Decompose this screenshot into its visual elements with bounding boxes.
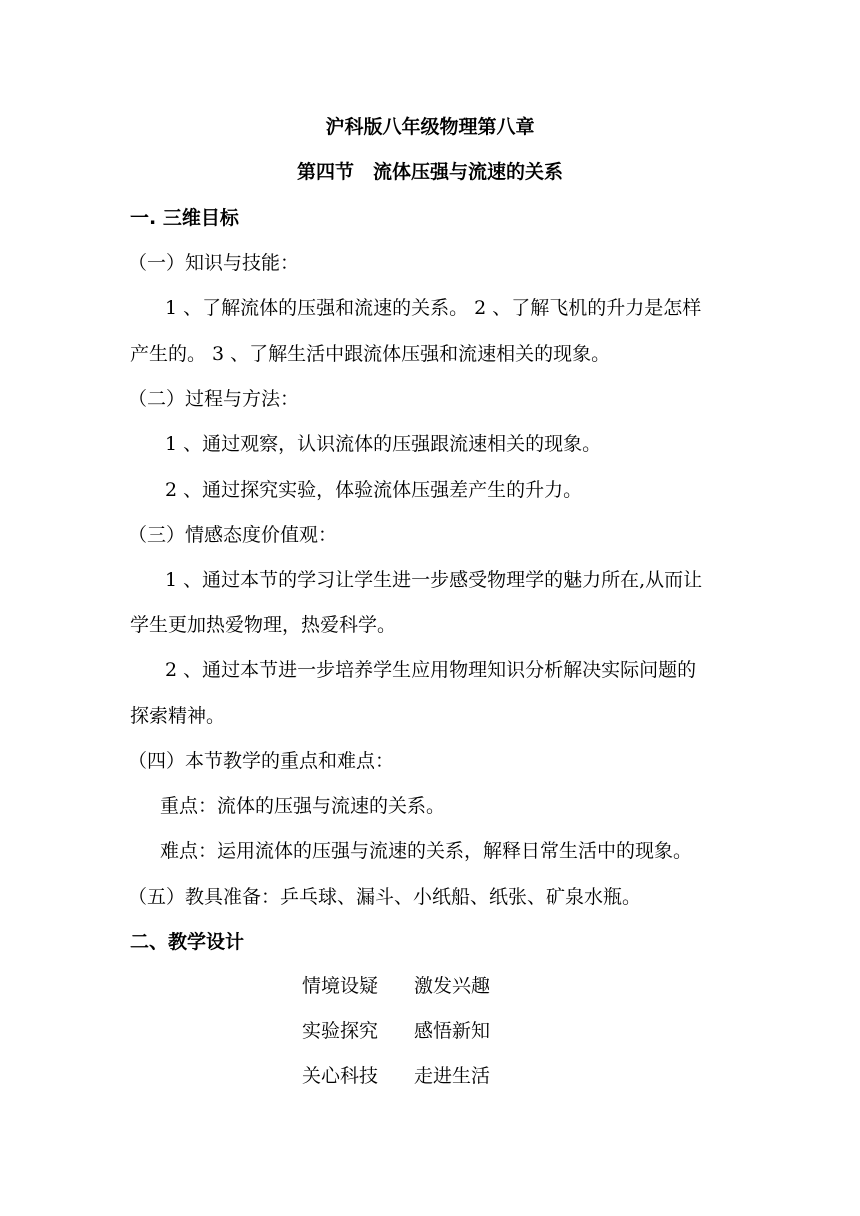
chapter-title: 沪科版八年级物理第八章 <box>325 116 535 138</box>
part1-heading: 一. 三维目标 <box>130 207 239 229</box>
design-row-left: 情境设疑 <box>302 975 379 997</box>
design-row-left: 关心科技 <box>302 1065 379 1087</box>
emotion-item-1-line-1: 1 、通过本节的学习让学生进一步感受物理学的魅力所在,从而让 <box>165 569 703 591</box>
materials-line: （五）教具准备：乒乓球、漏斗、小纸船、纸张、矿泉水瓶。 <box>128 886 642 908</box>
design-row <box>302 1018 490 1044</box>
design-row-right: 走进生活 <box>414 1065 491 1087</box>
difficult-point: 难点：运用流体的压强与流速的关系，解释日常生活中的现象。 <box>160 840 693 862</box>
knowledge-line-2: 产生的。 3 、了解生活中跟流体压强和流速相关的现象。 <box>130 343 611 365</box>
emotion-heading: （三）情感态度价值观： <box>128 524 338 546</box>
design-row-left: 实验探究 <box>302 1020 379 1042</box>
section-title: 第四节 流体压强与流速的关系 <box>296 161 563 183</box>
emotion-item-1-line-2: 学生更加热爱物理，热爱科学。 <box>130 614 397 636</box>
design-row <box>302 1063 490 1089</box>
process-heading: （二）过程与方法： <box>128 388 300 410</box>
knowledge-heading: （一）知识与技能： <box>128 252 300 274</box>
emotion-item-2-line-1: 2 、通过本节进一步培养学生应用物理知识分析解决实际问题的 <box>165 659 697 681</box>
design-row <box>302 973 490 999</box>
process-item-2: 2 、通过探究实验，体验流体压强差产生的升力。 <box>165 479 583 501</box>
emotion-item-2-line-2: 探索精神。 <box>130 705 226 727</box>
knowledge-line-1: 1 、了解流体的压强和流速的关系。 2 、了解飞机的升力是怎样 <box>165 297 702 319</box>
design-row-right: 感悟新知 <box>414 1020 491 1042</box>
process-item-1: 1 、通过观察，认识流体的压强跟流速相关的现象。 <box>165 433 602 455</box>
focus-heading: （四）本节教学的重点和难点： <box>128 750 395 772</box>
design-row-right: 激发兴趣 <box>414 975 491 997</box>
part2-heading: 二、教学设计 <box>130 931 245 953</box>
key-point: 重点：流体的压强与流速的关系。 <box>160 795 446 817</box>
